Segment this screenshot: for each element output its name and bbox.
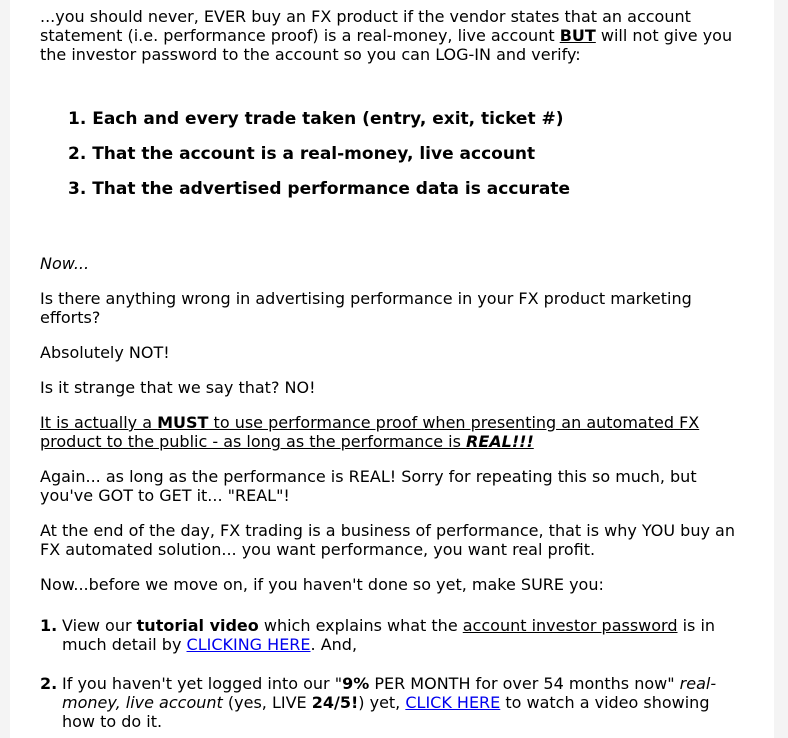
action-steps	[40, 616, 740, 731]
strange-paragraph: Is it strange that we say that? NO!	[40, 378, 316, 397]
checklist-item: 2. That the account is a real-money, live account	[68, 144, 536, 164]
real-emphasis: REAL!!!	[466, 432, 534, 451]
question-paragraph: Is there anything wrong in advertising performance in your FX product marketing efforts?	[40, 289, 692, 327]
article-body	[40, 7, 740, 738]
tutorial-video-emphasis: tutorial video	[136, 616, 259, 635]
step-text: is in much detail by	[62, 616, 716, 654]
step-item-live-account	[40, 674, 740, 731]
step-text: If you haven't yet logged into our "	[62, 674, 343, 693]
before-move-paragraph: Now...before we move on, if you haven't done so yet, make SURE you:	[40, 575, 604, 594]
must-text: It is actually a	[40, 413, 158, 432]
again-paragraph: Again... as long as the performance is REAL! Sorry for repeating this so much, but you've GOT to GET it... "REAL"!	[40, 467, 697, 505]
but-emphasis: BUT	[559, 26, 596, 45]
checklist-item: 1. Each and every trade taken (entry, exit, ticket #)	[68, 109, 564, 129]
verify-checklist	[40, 108, 740, 200]
investor-password-term: account investor password	[462, 616, 678, 635]
step-text: (yes, LIVE	[222, 693, 312, 712]
now-paragraph	[40, 254, 740, 273]
live-hours-emphasis: 24/5!	[311, 693, 359, 712]
step-text: to watch a video showing how to do it.	[62, 693, 710, 731]
step-text: PER MONTH for over 54 months now"	[369, 674, 680, 693]
must-emphasis: MUST	[157, 413, 209, 432]
intro-text-end: will not give you the investor password to the account so you can LOG-IN and verify:	[40, 26, 733, 64]
step-item-tutorial	[40, 616, 740, 654]
page	[10, 0, 774, 738]
end-of-day-paragraph: At the end of the day, FX trading is a business of performance, that is why YOU buy an FX automated solution... you want performance, you want real profit.	[40, 521, 735, 559]
must-paragraph	[40, 413, 740, 451]
checklist-item: 3. That the advertised performance data is accurate	[68, 179, 571, 199]
clicking-here-link[interactable]: CLICKING HERE	[186, 635, 311, 654]
click-here-link[interactable]: CLICK HERE	[405, 693, 501, 712]
percent-emphasis: 9%	[342, 674, 370, 693]
step-text: View our	[62, 616, 137, 635]
step-text: ) yet,	[358, 693, 406, 712]
now-text: Now...	[40, 254, 90, 273]
answer-paragraph: Absolutely NOT!	[40, 343, 170, 362]
must-text-end: to use performance proof when presenting an automated FX product to the public - as long as the performance is	[40, 413, 700, 451]
intro-text: ...you should never, EVER buy an FX product if the vendor states that an account statement (i.e. performance proof) is a real-money, live account	[40, 7, 691, 45]
step-text: which explains what the	[258, 616, 463, 635]
step-number: 1.	[40, 616, 58, 635]
intro-paragraph	[40, 7, 740, 64]
step-text: . And,	[310, 635, 358, 654]
step-number: 2.	[40, 674, 58, 693]
live-account-italic: real-money, live account	[62, 674, 717, 712]
